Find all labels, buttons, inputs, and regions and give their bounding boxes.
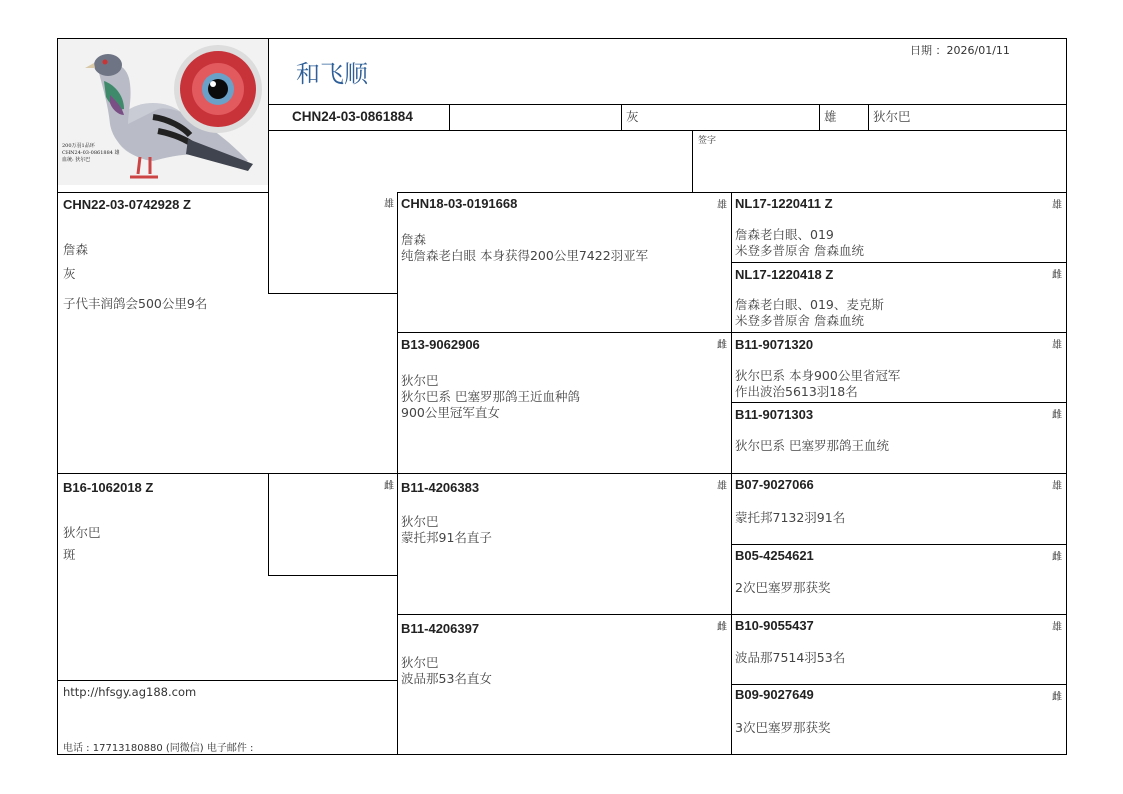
great-grandparent-cell — [731, 262, 1067, 333]
grandparent-line: 狄尔巴 — [401, 514, 439, 529]
signature-label: 签字 — [698, 136, 717, 146]
header-row-line-top — [268, 104, 1067, 105]
great-grandparent-ring: B11-9071320 — [735, 337, 814, 352]
photo-caption — [62, 143, 152, 164]
sex-label: 雄 — [1052, 481, 1062, 492]
photo-caption-line: 血统: 狄尔巴 — [62, 157, 91, 163]
great-grandparent-line: 狄尔巴系 本身900公里省冠军 — [735, 368, 901, 383]
sex-label: 雌 — [384, 481, 394, 492]
great-grandparent-cell — [731, 192, 1067, 263]
website-link[interactable]: http://hfsgy.ag188.com — [63, 685, 197, 699]
divider — [692, 130, 693, 193]
divider — [621, 104, 622, 130]
great-grandparent-line: 2次巴塞罗那获奖 — [735, 580, 831, 595]
owner-name: 和飞顺 — [296, 60, 368, 88]
photo-caption-line: 200万羽1品环 — [62, 143, 95, 149]
dam-line: 狄尔巴 — [63, 525, 101, 540]
grandparent-cell — [397, 614, 732, 755]
grandparent-line: 狄尔巴 — [401, 655, 439, 670]
sire-line: 灰 — [63, 266, 76, 281]
dam-ring: B16-1062018 Z — [63, 480, 154, 495]
great-grandparent-ring: B07-9027066 — [735, 477, 814, 492]
great-grandparent-line: 3次巴塞罗那获奖 — [735, 720, 831, 735]
great-grandparent-line: 蒙托邦7132羽91名 — [735, 510, 846, 525]
sex-label: 雄 — [1052, 622, 1062, 633]
grandparent-line: 波品那53名直女 — [401, 671, 492, 686]
date-label-text: 日期 ： — [910, 44, 947, 57]
great-grandparent-line: 作出波治5613羽18名 — [735, 384, 858, 399]
great-grandparent-line: 詹森老白眼、019、麦克斯 — [735, 297, 884, 312]
sex-label: 雄 — [717, 481, 727, 492]
divider — [819, 104, 820, 130]
divider — [449, 104, 450, 130]
grandparent-line: 狄尔巴 — [401, 373, 439, 388]
great-grandparent-ring: NL17-1220418 Z — [735, 267, 834, 282]
great-grandparent-line: 米登多普原舍 詹森血统 — [735, 243, 864, 258]
great-grandparent-cell — [731, 544, 1067, 615]
sex-label: 雌 — [1052, 552, 1062, 563]
sire-sub-box — [268, 192, 398, 294]
contact-info: 电话 : 17713180880 (同微信) 电子邮件 : — [63, 743, 254, 754]
grandparent-ring: B11-4206397 — [401, 621, 480, 636]
divider — [868, 104, 869, 130]
main-color: 灰 — [626, 109, 639, 124]
dam-line: 斑 — [63, 547, 76, 562]
header-row-line-bottom — [268, 130, 1067, 131]
grandparent-line: 900公里冠军直女 — [401, 405, 500, 420]
sex-label: 雄 — [717, 200, 727, 211]
great-grandparent-ring: B05-4254621 — [735, 548, 814, 563]
main-sex: 雄 — [824, 109, 837, 124]
photo-caption-line: CHN24-03-0861884 雄 — [62, 150, 120, 156]
grandparent-ring: CHN18-03-0191668 — [401, 196, 518, 211]
great-grandparent-line: 狄尔巴系 巴塞罗那鸽王血统 — [735, 438, 889, 453]
main-ring-number: CHN24-03-0861884 — [292, 109, 413, 124]
grandparent-cell — [397, 473, 732, 615]
great-grandparent-cell — [731, 684, 1067, 755]
date-label — [910, 42, 1010, 58]
sex-label: 雄 — [384, 199, 394, 210]
great-grandparent-cell — [731, 402, 1067, 474]
grandparent-line: 纯詹森老白眼 本身获得200公里7422羽亚军 — [401, 248, 649, 263]
great-grandparent-line: 波品那7514羽53名 — [735, 650, 846, 665]
great-grandparent-cell — [731, 614, 1067, 685]
grandparent-ring: B11-4206383 — [401, 480, 480, 495]
grandparent-ring: B13-9062906 — [401, 337, 480, 352]
sex-label: 雌 — [717, 340, 727, 351]
sex-label: 雌 — [1052, 270, 1062, 281]
sex-label: 雌 — [717, 622, 727, 633]
great-grandparent-line: 詹森老白眼、019 — [735, 227, 834, 242]
great-grandparent-line: 米登多普原舍 詹森血统 — [735, 313, 864, 328]
grandparent-line: 蒙托邦91名直子 — [401, 530, 492, 545]
date-value: 2026/01/11 — [946, 44, 1010, 57]
sire-line: 子代丰润鸽会500公里9名 — [63, 296, 208, 311]
grandparent-cell — [397, 332, 732, 474]
sex-label: 雄 — [1052, 340, 1062, 351]
grandparent-line: 狄尔巴系 巴塞罗那鸽王近血种鸽 — [401, 389, 580, 404]
dam-sub-box — [268, 473, 398, 576]
great-grandparent-ring: B11-9071303 — [735, 407, 814, 422]
sire-ring: CHN22-03-0742928 Z — [63, 197, 191, 212]
footer-divider — [57, 680, 398, 681]
great-grandparent-ring: B09-9027649 — [735, 687, 814, 702]
sex-label: 雌 — [1052, 692, 1062, 703]
grandparent-line: 詹森 — [401, 232, 427, 247]
grandparent-cell — [397, 192, 732, 333]
main-strain: 狄尔巴 — [873, 109, 911, 124]
great-grandparent-cell — [731, 473, 1067, 545]
sire-line: 詹森 — [63, 242, 89, 257]
sex-label: 雄 — [1052, 200, 1062, 211]
great-grandparent-ring: B10-9055437 — [735, 618, 814, 633]
great-grandparent-ring: NL17-1220411 Z — [735, 196, 833, 211]
great-grandparent-cell — [731, 332, 1067, 403]
sex-label: 雌 — [1052, 410, 1062, 421]
